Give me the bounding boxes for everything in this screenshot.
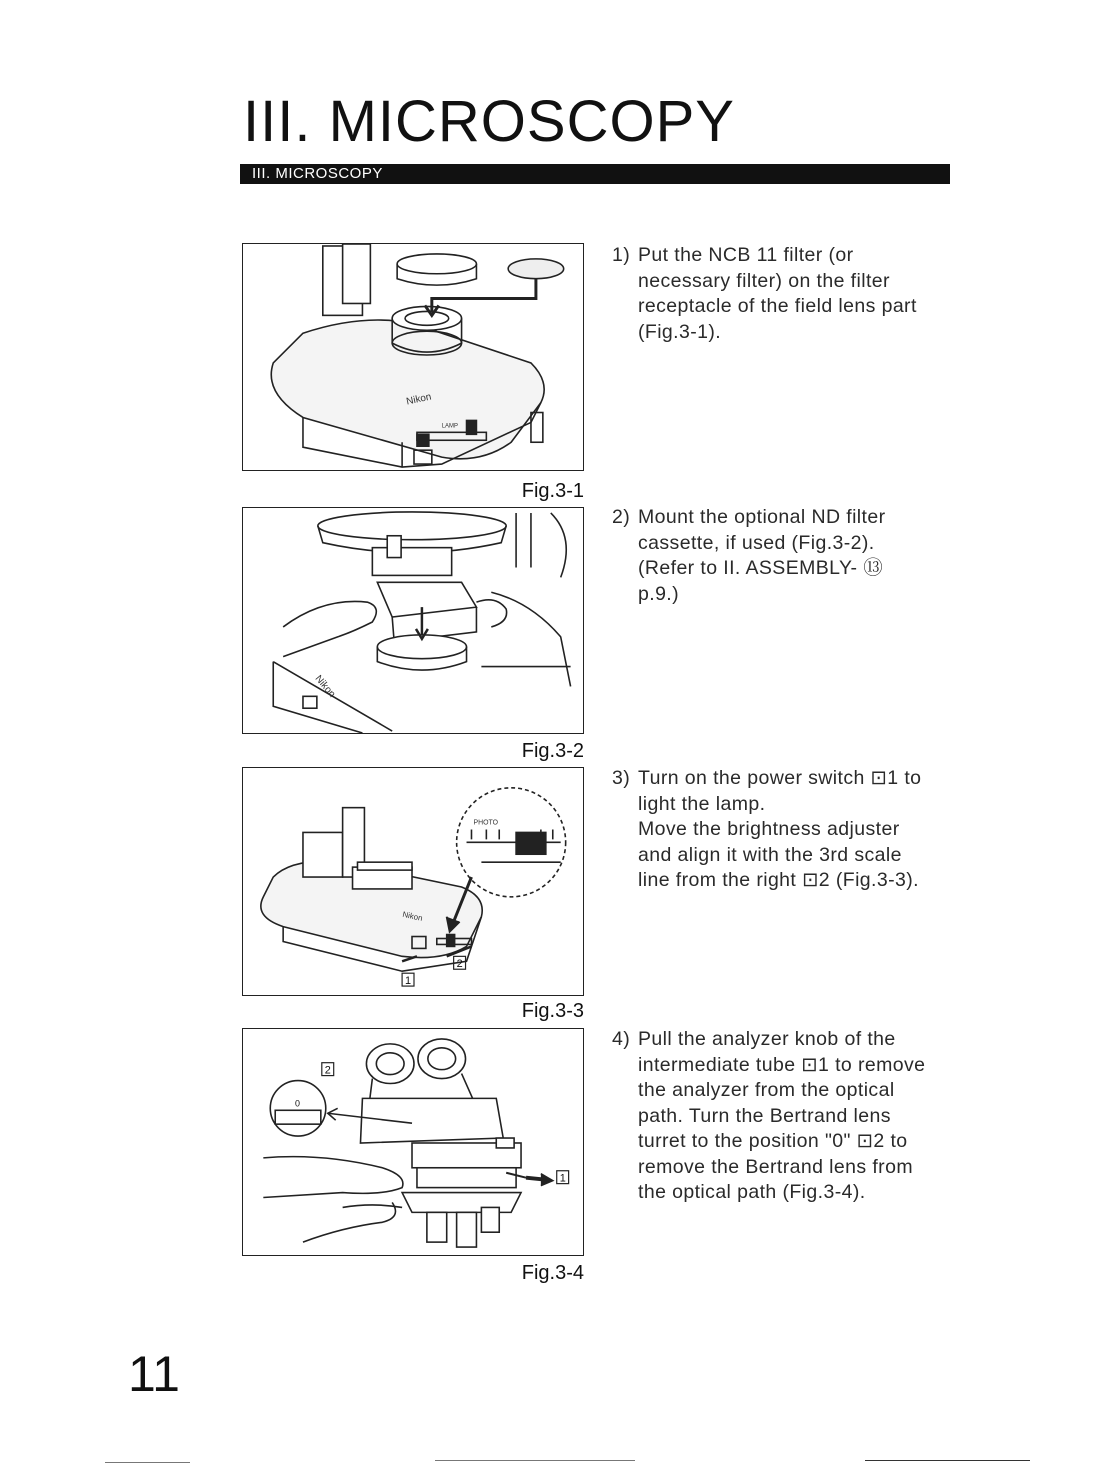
- scale-label: PHOTO: [473, 819, 498, 827]
- step-line: cassette, if used (Fig.3-2).: [638, 531, 875, 554]
- step-line: intermediate tube ⊡1 to remove: [638, 1053, 926, 1076]
- figure-3-4: [242, 1028, 584, 1256]
- step-line: (Fig.3-1).: [638, 320, 722, 343]
- footer-rule: [435, 1460, 635, 1461]
- page-number: 11: [128, 1346, 180, 1402]
- step-number: 2): [612, 506, 631, 528]
- figure-3-3: [242, 767, 584, 996]
- switch-label: LAMP: [441, 423, 458, 430]
- brand-label: Nikon: [312, 673, 338, 700]
- step-line: remove the Bertrand lens from: [638, 1155, 913, 1178]
- step-line: (Refer to II. ASSEMBLY- ⑬: [638, 557, 884, 579]
- step-4: [612, 1027, 952, 1206]
- step-line: the optical path (Fig.3-4).: [638, 1181, 866, 1203]
- figure-3-1: [242, 243, 584, 471]
- power-switch-brightness-illustration: [243, 768, 583, 995]
- step-3: [612, 766, 952, 894]
- step-line: turret to the position "0" ⊡2 to: [638, 1130, 908, 1152]
- step-line: Move the brightness adjuster: [638, 818, 900, 840]
- bertrand-lens-analyzer-illustration: [243, 1029, 583, 1255]
- figure-3-2-label: Fig.3-2: [521, 740, 584, 762]
- microscope-base-filter-illustration: [243, 244, 583, 470]
- step-line: Turn on the power switch ⊡1 to: [638, 767, 922, 789]
- step-number: 3): [612, 767, 631, 789]
- page-title: III. MICROSCOPY: [243, 89, 735, 154]
- figure-3-1-label: Fig.3-1: [521, 480, 584, 502]
- step-line: line from the right ⊡2 (Fig.3-3).: [638, 869, 919, 891]
- step-line: path. Turn the Bertrand lens: [638, 1104, 891, 1127]
- marker-1: 1: [559, 1172, 566, 1185]
- step-line: receptacle of the field lens part: [638, 295, 917, 317]
- turret-mark: 0: [295, 1098, 301, 1109]
- footer-rule: [105, 1462, 190, 1463]
- step-number: 4): [612, 1028, 631, 1050]
- step-line: and align it with the 3rd scale: [638, 843, 902, 866]
- step-line: p.9.): [638, 582, 680, 605]
- step-line: Pull the analyzer knob of the: [638, 1028, 896, 1050]
- brand-label: Nikon: [401, 909, 424, 923]
- figure-3-3-label: Fig.3-3: [521, 1000, 584, 1022]
- step-line: necessary filter) on the filter: [638, 269, 890, 292]
- section-bar-label: III. MICROSCOPY: [252, 165, 383, 182]
- step-line: the analyzer from the optical: [638, 1079, 895, 1101]
- footer-rule: [865, 1460, 1030, 1461]
- nd-filter-cassette-illustration: [243, 508, 583, 733]
- step-line: Mount the optional ND filter: [638, 506, 886, 528]
- step-line: light the lamp.: [638, 792, 766, 815]
- step-line: Put the NCB 11 filter (or: [638, 244, 854, 266]
- figure-3-2: [242, 507, 584, 734]
- step-number: 1): [612, 244, 631, 266]
- figure-3-4-label: Fig.3-4: [521, 1262, 584, 1284]
- marker-2: 2: [324, 1064, 331, 1077]
- brand-label: Nikon: [405, 391, 433, 408]
- step-2: [612, 505, 952, 607]
- step-1: [612, 243, 952, 345]
- section-bar: [240, 164, 950, 184]
- marker-2: 2: [456, 958, 463, 971]
- marker-1: 1: [405, 975, 412, 988]
